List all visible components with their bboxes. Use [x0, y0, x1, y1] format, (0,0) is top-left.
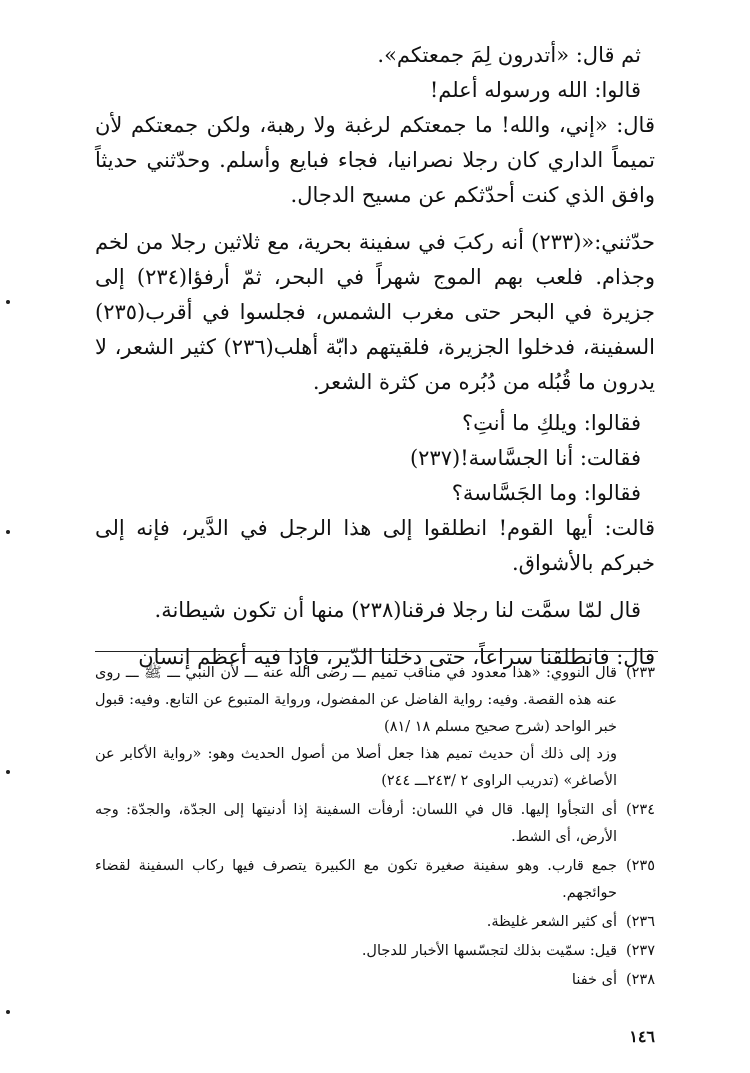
main-text-body	[95, 38, 655, 675]
footnote	[95, 660, 655, 795]
footnote-text: أى التجأوا إليها. قال في اللسان: أرفأت السفينة إذا أدنيتها إلى الجدّة، والجدّة: وجه الأرض، أى الشط.	[95, 802, 617, 845]
paragraph: قال لمّا سمَّت لنا رجلا فرقنا(٢٣٨) منها أن تكون شيطانة.	[154, 598, 641, 622]
footnote	[95, 797, 655, 851]
paragraph: قال: فانطلقنا سراعاً، حتى دخلنا الدّير، فإذا فيه أعظم إنسان	[138, 645, 655, 669]
footnote-text: قال النووي: «هذا معدود في مناقب تميم ـــ رضى الله عنه ـــ لأن النبي ـــ ﷺ ـــ روى عنه هذه القصة. وفيه: رواية الفاضل عن المفضول، ورواية المتبوع عن التابع. وفيه: قبول خبر الواحد (شرح صحيح مسلم ١٨ /٨١)	[95, 665, 617, 735]
margin-mark	[6, 300, 10, 304]
paragraph: فقالوا: وما الجَسَّاسة؟	[451, 481, 641, 505]
paragraph: فقالوا: ويلكِ ما أنتِ؟	[462, 411, 641, 435]
footnote-text: وزد إلى ذلك أن حديث تميم هذا جعل أصلا من أصول الحديث وهو: «رواية الأكابر عن الأصاغر» (تدريب الراوى ٢ /٢٤٣ـــ ٢٤٤)	[95, 746, 617, 789]
margin-mark	[6, 530, 10, 534]
footnote-number: ٢٣٨)	[625, 972, 655, 988]
footnote-text: أى كثير الشعر غليظة.	[486, 914, 617, 930]
paragraph: قال: «إني، والله! ما جمعتكم لرغبة ولا رهبة، ولكن جمعتكم لأن تميماً الداري كان رجلا نصرانيا، فجاء فبايع وأسلم. وحدّثني حديثاً وافق الذي كنت أحدّثكم عن مسيح الدجال.	[95, 113, 655, 207]
footnote	[95, 938, 655, 965]
footnote	[95, 909, 655, 936]
paragraph: ثم قال: «أتدرون لِمَ جمعتكم».	[377, 43, 641, 67]
footnote-text: جمع قارب. وهو سفينة صغيرة تكون مع الكبيرة يتصرف فيها ركاب السفينة لقضاء حوائجهم.	[95, 858, 617, 901]
footnotes	[95, 660, 655, 996]
footnote	[95, 853, 655, 907]
footnote-number: ٢٣٧)	[625, 943, 655, 959]
paragraph: فقالت: أنا الجسَّاسة!(٢٣٧)	[409, 446, 641, 470]
footnote-divider	[95, 651, 658, 652]
margin-mark	[6, 770, 10, 774]
page-number: ١٤٦	[629, 1027, 655, 1046]
margin-mark	[6, 1010, 10, 1014]
paragraph: قالت: أيها القوم! انطلقوا إلى هذا الرجل في الدَّير، فإنه إلى خبركم بالأشواق.	[95, 516, 655, 575]
paragraph: قالوا: الله ورسوله أعلم!	[429, 78, 641, 102]
paragraph: حدّثني:«(٢٣٣) أنه ركبَ في سفينة بحرية، مع ثلاثين رجلا من لخم وجذام. فلعب بهم الموج شهراً في البحر، ثمّ أرفؤا(٢٣٤) إلى جزيرة في البحر حتى مغرب الشمس، فجلسوا في أقرب(٢٣٥) السفينة، فدخلوا الجزيرة، فلقيتهم دابّة أهلب(٢٣٦) كثير الشعر، لا يدرون ما قُبُله من دُبُره من كثرة الشعر.	[95, 230, 655, 394]
footnote-number: ٢٣٣)	[625, 665, 655, 681]
footnote-number: ٢٣٦)	[625, 914, 655, 930]
footnote-text: أى خفنا	[571, 972, 617, 988]
footnote-number: ٢٣٤)	[625, 802, 655, 818]
footnote-text: قيل: سمّيت بذلك لتجسّسها الأخبار للدجال.	[361, 943, 617, 959]
footnote	[95, 967, 655, 994]
footnote-number: ٢٣٥)	[625, 858, 655, 874]
